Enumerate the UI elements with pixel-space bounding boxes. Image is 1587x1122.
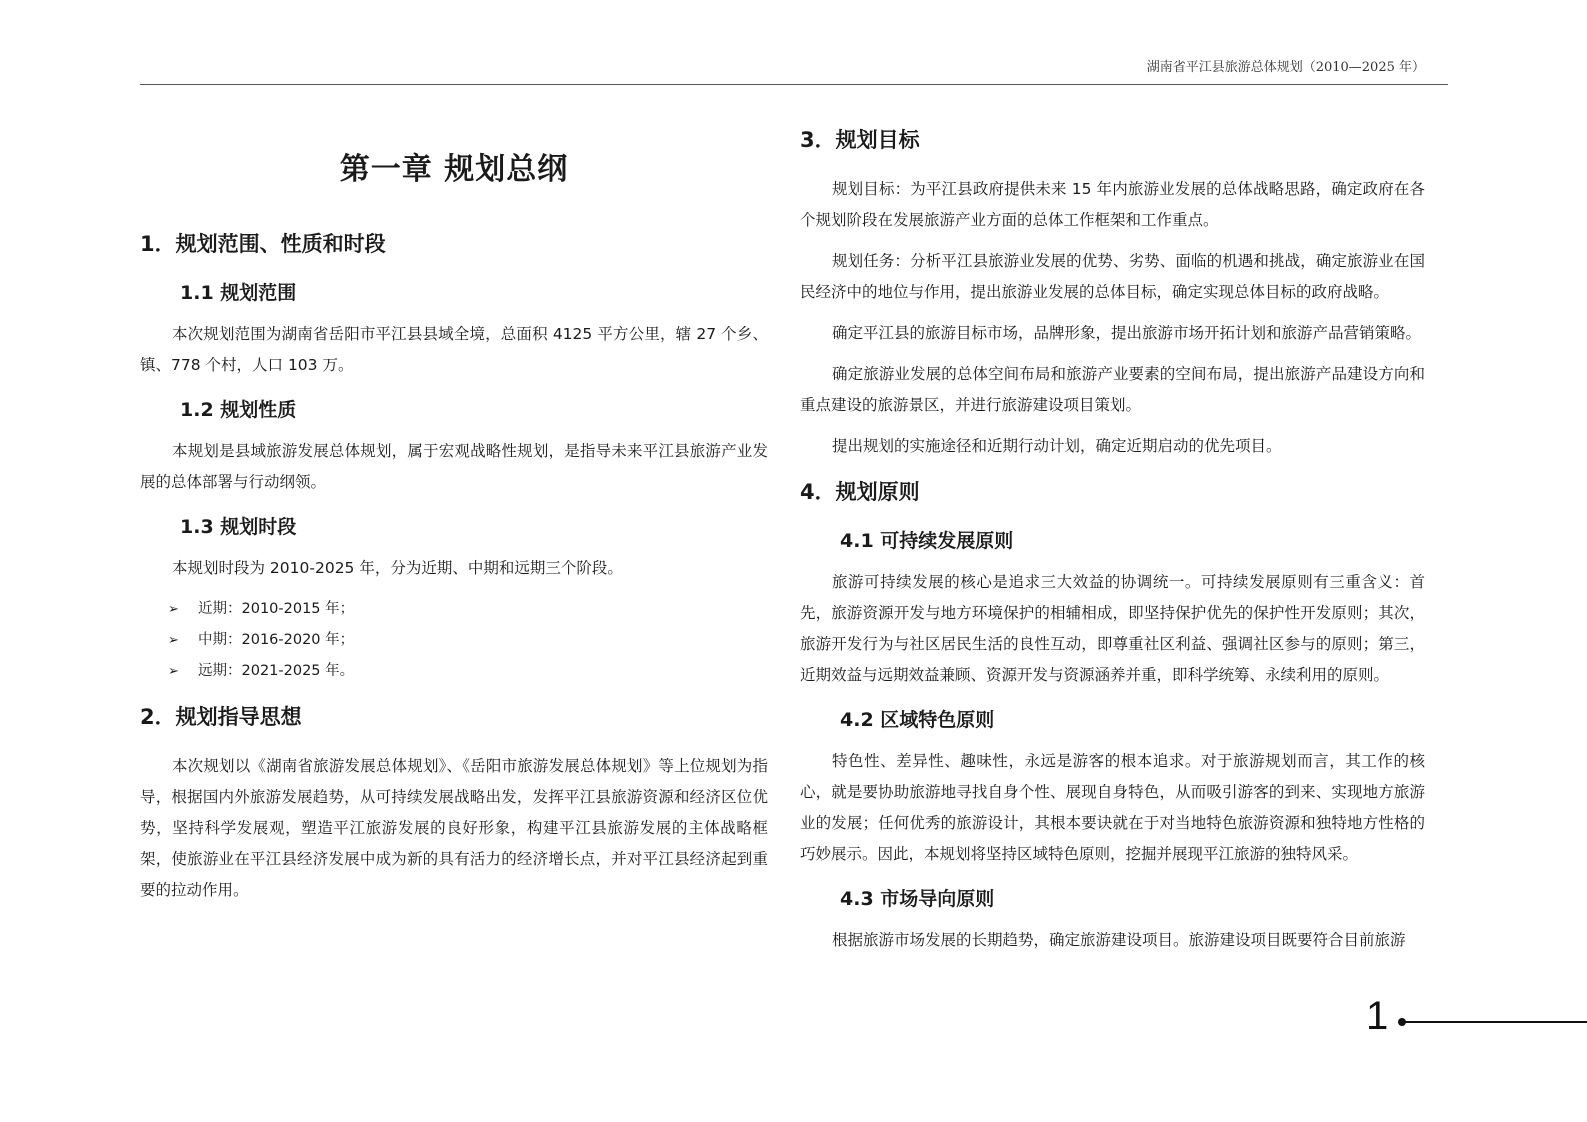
section-2-text: 本次规划以《湖南省旅游发展总体规划》、《岳阳市旅游发展总体规划》等上位规划为指导，根据国内外旅游发展趋势，从可持续发展战略出发，发挥平江县旅游资源和经济区位优势，坚持科学发展观，塑造平江旅游发展的良好形象，构建平江县旅游发展的主体战略框架，使旅游业在平江县经济发展中成为新的具有活力的经济增长点，并对平江县经济起到重要的拉动作用。 xyxy=(140,757,768,899)
period-label: 中期： xyxy=(198,632,242,648)
section-1-3-heading: 1.3 规划时段 xyxy=(180,516,297,538)
section-4-heading: 4．规划原则 xyxy=(800,480,920,504)
section-3-para-1: 规划目标：为平江县政府提供未来 15 年内旅游业发展的总体战略思路，确定政府在各个规划阶段在发展旅游产业方面的总体工作框架和工作重点。 xyxy=(800,180,1425,229)
section-1-3-text: 本规划时段为 2010-2025 年，分为近期、中期和远期三个阶段。 xyxy=(172,559,623,577)
period-label: 远期： xyxy=(198,663,242,679)
arrow-bullet-icon: ➢ xyxy=(168,602,179,617)
right-column xyxy=(800,100,1425,966)
period-value: 2010-2015 年； xyxy=(241,601,355,617)
period-value: 2016-2020 年； xyxy=(241,632,355,648)
section-3-para-3: 确定平江县的旅游目标市场，品牌形象，提出旅游市场开拓计划和旅游产品营销策略。 xyxy=(832,324,1422,342)
section-4-2-heading: 4.2 区域特色原则 xyxy=(840,709,995,731)
list-item xyxy=(168,625,768,656)
document-header-title: 湖南省平江县旅游总体规划（2010—2025 年） xyxy=(1146,60,1425,75)
section-2-heading: 2．规划指导思想 xyxy=(140,705,302,729)
header-divider xyxy=(140,84,1448,85)
section-1-1-text: 本次规划范围为湖南省岳阳市平江县县域全境，总面积 4125 平方公里，辖 27 个乡、镇、778 个村，人口 103 万。 xyxy=(140,325,768,374)
list-item xyxy=(168,656,768,687)
chapter-title: 第一章 规划总纲 xyxy=(339,152,569,187)
page-number: 1 xyxy=(1366,994,1389,1038)
section-1-1-heading: 1.1 规划范围 xyxy=(180,282,297,304)
period-label: 近期： xyxy=(198,601,242,617)
arrow-bullet-icon: ➢ xyxy=(168,633,179,648)
section-3-para-4: 确定旅游业发展的总体空间布局和旅游产业要素的空间布局，提出旅游产品建设方向和重点建设的旅游景区，并进行旅游建设项目策划。 xyxy=(800,365,1425,414)
section-3-para-5: 提出规划的实施途径和近期行动计划，确定近期启动的优先项目。 xyxy=(832,437,1282,455)
section-1-2-heading: 1.2 规划性质 xyxy=(180,399,297,421)
section-4-1-heading: 4.1 可持续发展原则 xyxy=(840,530,1014,552)
section-4-3-text: 根据旅游市场发展的长期趋势，确定旅游建设项目。旅游建设项目既要符合目前旅游 xyxy=(832,931,1406,949)
section-3-para-2: 规划任务：分析平江县旅游业发展的优势、劣势、面临的机遇和挑战，确定旅游业在国民经济中的地位与作用，提出旅游业发展的总体目标，确定实现总体目标的政府战略。 xyxy=(800,252,1425,301)
section-4-3-heading: 4.3 市场导向原则 xyxy=(840,888,995,910)
section-3-heading: 3．规划目标 xyxy=(800,128,920,152)
section-1-2-text: 本规划是县域旅游发展总体规划，属于宏观战略性规划，是指导未来平江县旅游产业发展的总体部署与行动纲领。 xyxy=(140,442,768,491)
section-4-1-text: 旅游可持续发展的核心是追求三大效益的协调统一。可持续发展原则有三重含义：首先，旅游资源开发与地方环境保护的相辅相成，即坚持保护优先的保护性开发原则；其次，旅游开发行为与社区居民生活的良性互动，即尊重社区利益、强调社区参与的原则；第三，近期效益与远期效益兼顾、资源开发与资源涵养并重，即科学统筹、永续利用的原则。 xyxy=(800,573,1425,684)
section-4-2-text: 特色性、差异性、趣味性，永远是游客的根本追求。对于旅游规划而言，其工作的核心，就是要协助旅游地寻找自身个性、展现自身特色，从而吸引游客的到来、实现地方旅游业的发展；任何优秀的旅游设计，其根本要诀就在于对当地特色旅游资源和独特地方性格的巧妙展示。因此，本规划将坚持区域特色原则，挖掘并展现平江旅游的独特风采。 xyxy=(800,752,1425,863)
section-1-heading: 1．规划范围、性质和时段 xyxy=(140,232,386,256)
page-marker-line xyxy=(1404,1021,1587,1023)
period-value: 2021-2025 年。 xyxy=(241,663,355,679)
arrow-bullet-icon: ➢ xyxy=(168,664,179,679)
list-item xyxy=(168,594,768,625)
period-list xyxy=(168,594,768,687)
left-column xyxy=(140,100,768,916)
